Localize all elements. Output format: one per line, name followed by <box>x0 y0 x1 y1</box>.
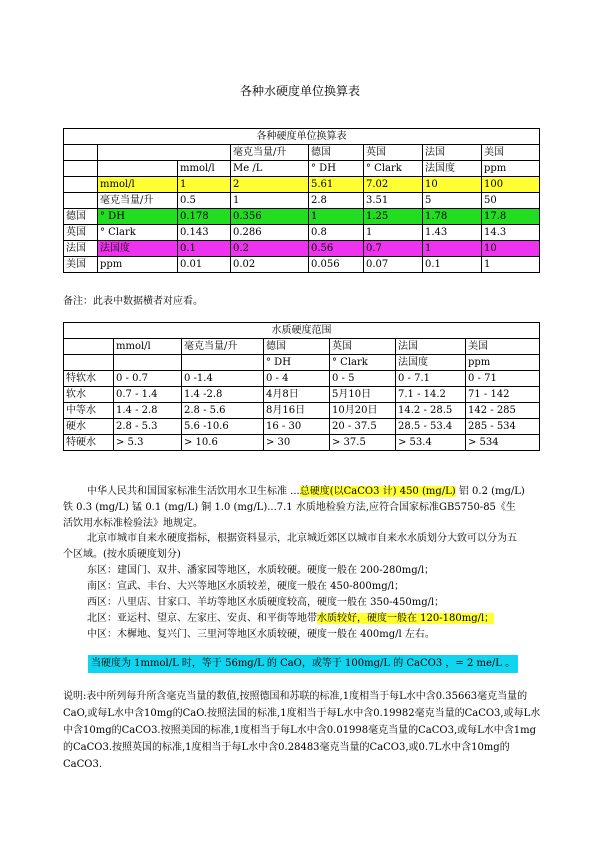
district-west: 西区：八里店、甘家口、羊坊等地区水质硬度较高，硬度一般在 350-450mg/l； <box>87 597 445 608</box>
standard-text: 铁 0.3 (mg/L) 锰 0.1 (mg/L) 铜 1.0 (mg/L)...7.1 水质地检验方法,应符合国家标准GB5750-85《生 <box>63 502 516 513</box>
table-note: 备注：此表中数据横者对应看。 <box>63 296 203 307</box>
table-header-row: mmol/l Me /L ° DH ° Clark 法国度 ppm <box>64 161 540 177</box>
page-title: 各种水硬度单位换算表 <box>239 84 360 98</box>
table-row: 法国 法国度 0.1 0.2 0.56 0.7 1 10 <box>64 241 540 257</box>
table-header-row: 毫克当量/升 德国 英国 法国 美国 <box>64 145 540 161</box>
table-row: 软水 0.7 - 1.4 1.4 -2.8 4月8日 5月10日 7.1 - 14.2 71 - 142 <box>64 387 540 403</box>
table-header-row: mmol/l 毫克当量/升 德国 英国 法国 美国 <box>64 339 540 355</box>
table-header-row: ° DH ° Clark 法国度 ppm <box>64 355 540 371</box>
table-row: 美国 ppm 0.01 0.02 0.056 0.07 0.1 1 <box>64 257 540 273</box>
table-caption: 水质硬度范围 <box>64 323 540 339</box>
district-central: 中区：木樨地、复兴门、三里河等地区水质较硬，硬度一般在 400mg/l 左右。 <box>87 629 435 640</box>
conversion-highlight: 当硬度为 1mmol/L 时，等于 56mg/L 的 CaO，或等于 100mg/L 的 CaCO3 ，= 2 me/L 。 <box>88 655 518 673</box>
table-row: 硬水 2.8 - 5.3 5.6 -10.6 16 - 30 20 - 37.5 28.5 - 53.4 285 - 534 <box>64 419 540 435</box>
beijing-paragraph <box>63 531 543 643</box>
table-row: 中等水 1.4 - 2.8 2.8 - 5.6 8月16日 10月20日 14.2 - 28.5 142 - 285 <box>64 403 540 419</box>
table-row: 毫克当量/升 0.5 1 2.8 3.51 5 50 <box>64 193 540 209</box>
district-east: 东区：建国门、双井、潘家园等地区，水质较硬。硬度一般在 200-280mg/l； <box>87 565 435 576</box>
beijing-intro: 北京市城市自来水硬度指标，根据资料显示，北京城近郊区以城市自来水水质划分大致可以分为五 <box>87 533 517 544</box>
hardness-range-table <box>63 322 540 451</box>
table-row: 特硬水 > 5.3 > 10.6 > 30 > 37.5 > 53.4 > 534 <box>64 435 540 451</box>
beijing-intro: 个区域。(按水质硬度划分) <box>63 549 181 560</box>
standard-text: 活饮用水标准检验法》地规定。 <box>63 518 203 529</box>
conversion-table <box>63 128 540 273</box>
standard-text: 中华人民共和国国家标准生活饮用水卫生标准 ... <box>87 486 300 497</box>
standard-paragraph <box>63 484 543 532</box>
explanation-paragraph: 说明:表中所列每升所含毫克当量的数值,按照德国和苏联的标准,1度相当于每L水中含0.35663毫克当量的CaO,或每L水中含10mg的CaO.按照法国的标准,1度相当于每L水中含0.19982毫克当量的CaCO3,或每L水中含10mg的CaCO3.按照美国的标准,1度相当于每L水中含0.01998毫克当量的CaCO3,或每L水中含1mg的CaCO3.按照英国的标准,1度相当于每L水中含0.28483毫克当量的CaCO3,或0.7L水中含10mg的CaCO3. <box>63 691 541 770</box>
district-north: 北区：亚运村、望京、左家庄、安贞、和平街等地带水质较好，硬度一般在 120-180mg/l； <box>87 613 495 624</box>
district-south: 南区：宣武、丰台、大兴等地区水质较差，硬度一般在 450-800mg/l； <box>87 581 405 592</box>
standard-text: 铝 0.2 (mg/L) <box>455 486 525 497</box>
table-row: 英国 ° Clark 0.143 0.286 0.8 1 1.43 14.3 <box>64 225 540 241</box>
table-caption: 各种硬度单位换算表 <box>64 129 540 145</box>
table-row: mmol/l 1 2 5.61 7.02 10 100 <box>64 177 540 193</box>
table-row: 德国 ° DH 0.178 0.356 1 1.25 1.78 17.8 <box>64 209 540 225</box>
total-hardness-highlight: 总硬度(以CaCO3 计) 450 (mg/L) <box>299 486 456 497</box>
north-highlight: 水质较好，硬度一般在 120-180mg/l； <box>317 613 495 624</box>
table-row: 特软水 0 - 0.7 0 -1.4 0 - 4 0 - 5 0 - 7.1 0 - 71 <box>64 371 540 387</box>
